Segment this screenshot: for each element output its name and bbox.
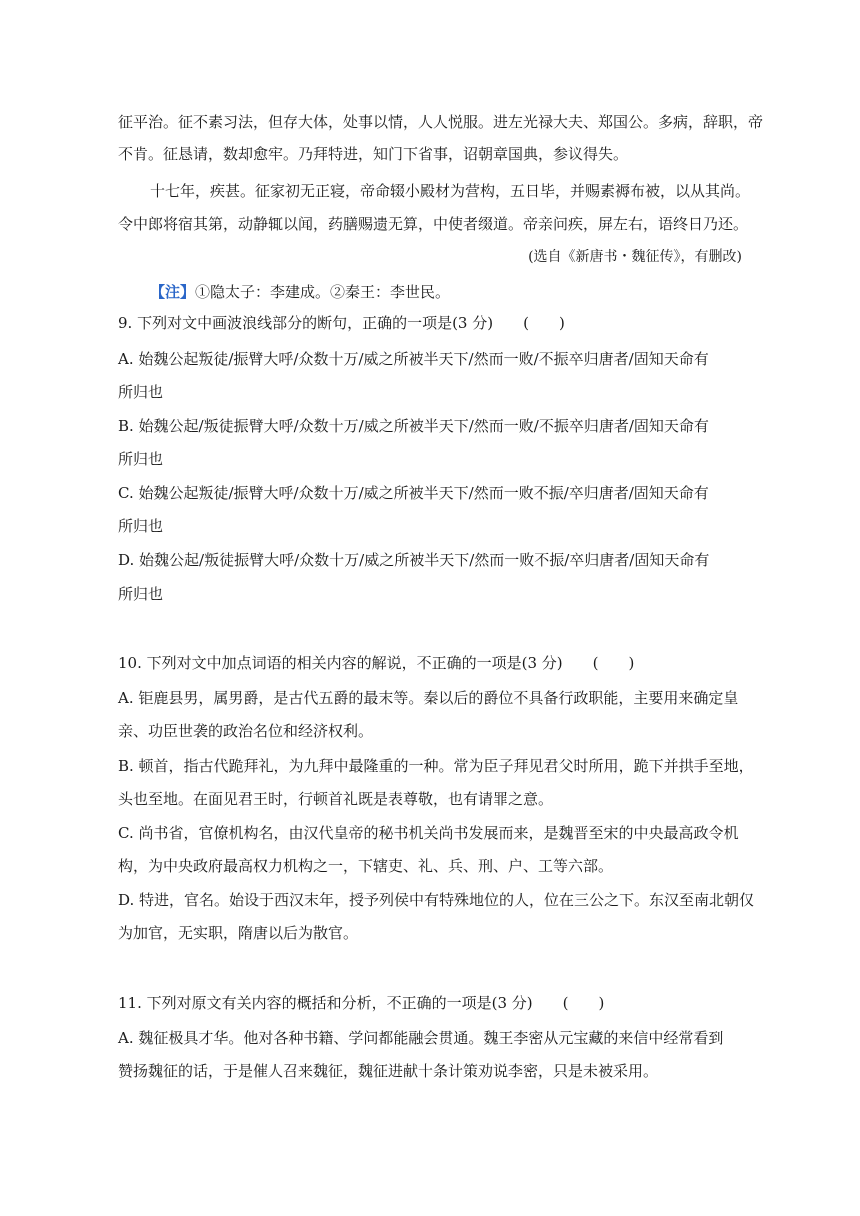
note-label: 【注】: [150, 283, 196, 301]
question-10-option-d: D. 特进，官名。始设于西汉末年，授予列侯中有特殊地位的人，位在三公之下。东汉至南北朝仅: [118, 891, 755, 909]
question-9-stem: 9. 下列对文中画波浪线部分的断句，正确的一项是(3 分) ( ): [118, 314, 565, 332]
source-citation: (选自《新唐书・魏征传》，有删改): [528, 249, 742, 265]
passage-line: 十七年，疾甚。征家初无正寝，帝命辍小殿材为营构，五日毕，并赐素褥布被，以从其尚。: [150, 182, 751, 200]
question-9-option-c: C. 始魏公起叛徒/振臂大呼/众数十万/威之所被半天下/然而一败不振/卒归唐者/固知天命有: [118, 484, 709, 502]
question-9-option-c-cont: 所归也: [118, 517, 164, 535]
question-10-option-d-cont: 为加官，无实职，隋唐以后为散官。: [118, 924, 359, 942]
question-9-option-a-cont: 所归也: [118, 383, 164, 401]
question-9-option-b-cont: 所归也: [118, 450, 164, 468]
question-10-option-c: C. 尚书省，官僚机构名，由汉代皇帝的秘书机关尚书发展而来，是魏晋至宋的中央最高政令机: [118, 824, 739, 842]
question-11-stem: 11. 下列对原文有关内容的概括和分析，不正确的一项是(3 分) ( ): [118, 994, 605, 1012]
question-9-option-b: B. 始魏公起/叛徒振臂大呼/众数十万/威之所被半天下/然而一败/不振卒归唐者/固知天命有: [118, 417, 709, 435]
passage-line: 征平治。征不素习法，但存大体，处事以情，人人悦服。进左光禄大夫、郑国公。多病，辞职，帝: [118, 113, 764, 131]
passage-line: 不肯。征恳请，数却愈牢。乃拜特进，知门下省事，诏朝章国典，参议得失。: [118, 145, 629, 163]
annotation-note: [150, 282, 774, 302]
question-9-option-a: A. 始魏公起叛徒/振臂大呼/众数十万/威之所被半天下/然而一败/不振卒归唐者/固知天命有: [118, 350, 709, 368]
question-10-option-a-cont: 亲、功臣世袭的政治名位和经济权利。: [118, 722, 374, 740]
question-10-option-a: A. 钜鹿县男，属男爵，是古代五爵的最末等。秦以后的爵位不具备行政职能，主要用来确定皇: [118, 689, 739, 707]
question-10-option-b-cont: 头也至地。在面见君王时，行顿首礼既是表尊敬，也有请罪之意。: [118, 790, 554, 808]
question-9-option-d-cont: 所归也: [118, 585, 164, 603]
question-11-option-a: A. 魏征极具才华。他对各种书籍、学问都能融会贯通。魏王李密从元宝藏的来信中经常看到: [118, 1029, 724, 1047]
note-text: ①隐太子：李建成。②秦王：李世民。: [195, 283, 451, 301]
question-10-option-c-cont: 构，为中央政府最高权力机构之一，下辖吏、礼、兵、刑、户、工等六部。: [118, 857, 614, 875]
question-10-option-b: B. 顿首，指古代跪拜礼，为九拜中最隆重的一种。常为臣子拜见君父时所用，跪下并拱手至地，: [118, 757, 754, 775]
passage-line: 令中郎将宿其第，动静辄以闻，药膳赐遗无算，中使者缀道。帝亲问疾，屏左右，语终日乃还。: [118, 215, 749, 233]
question-9-option-d: D. 始魏公起/叛徒振臂大呼/众数十万/威之所被半天下/然而一败不振/卒归唐者/固知天命有: [118, 551, 710, 569]
question-11-option-a-cont: 赞扬魏征的话，于是催人召来魏征，魏征进献十条计策劝说李密，只是未被采用。: [118, 1062, 659, 1080]
question-10-stem: 10. 下列对文中加点词语的相关内容的解说，不正确的一项是(3 分) ( ): [118, 654, 635, 672]
